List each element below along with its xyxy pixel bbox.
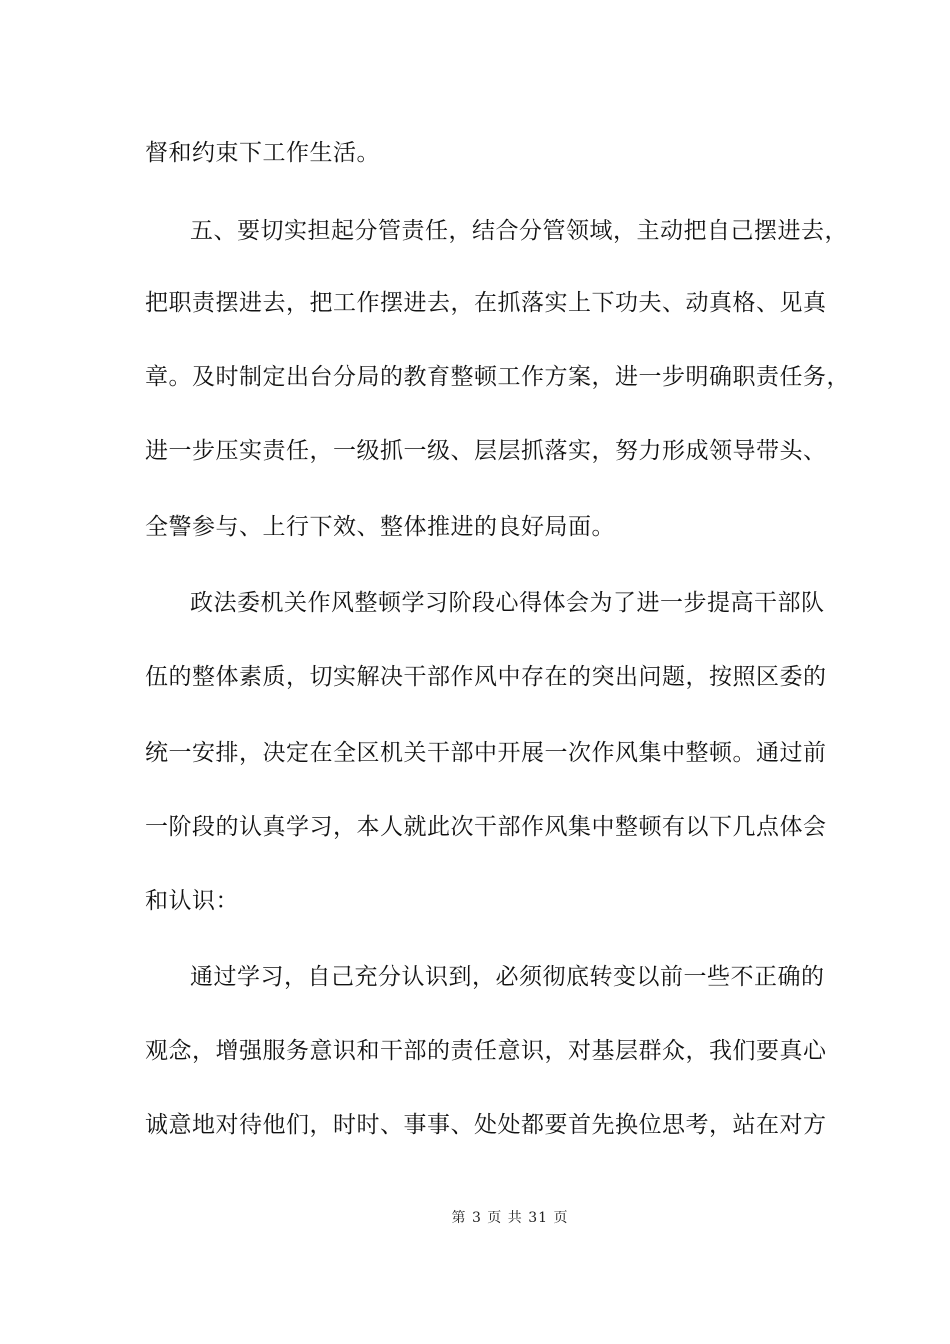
text-line: 诚意地对待他们，时时、事事、处处都要首先换位思考，站在对方 (145, 1112, 827, 1138)
text-line: 五、要切实担起分管责任，结合分管领域，主动把自己摆进去， (190, 218, 848, 244)
text-line: 督和约束下工作生活。 (145, 140, 380, 166)
text-line: 伍的整体素质，切实解决干部作风中存在的突出问题，按照区委的 (145, 664, 827, 690)
text-line: 全警参与、上行下效、整体推进的良好局面。 (145, 514, 615, 540)
text-line: 和认识： (145, 888, 239, 914)
text-line: 政法委机关作风整顿学习阶段心得体会为了进一步提高干部队 (190, 590, 825, 616)
text-line: 把职责摆进去，把工作摆进去，在抓落实上下功夫、动真格、见真 (145, 290, 827, 316)
text-line: 通过学习，自己充分认识到，必须彻底转变以前一些不正确的 (190, 964, 825, 990)
text-line: 统一安排，决定在全区机关干部中开展一次作风集中整顿。通过前 (145, 740, 827, 766)
text-line: 一阶段的认真学习，本人就此次干部作风集中整顿有以下几点体会 (145, 814, 827, 840)
page-number-footer: 第 3 页 共 31 页 (451, 1210, 569, 1226)
text-line: 章。及时制定出台分局的教育整顿工作方案，进一步明确职责任务， (145, 364, 850, 390)
text-line: 观念，增强服务意识和干部的责任意识，对基层群众，我们要真心 (145, 1038, 827, 1064)
text-line: 进一步压实责任，一级抓一级、层层抓落实，努力形成领导带头、 (145, 438, 827, 464)
